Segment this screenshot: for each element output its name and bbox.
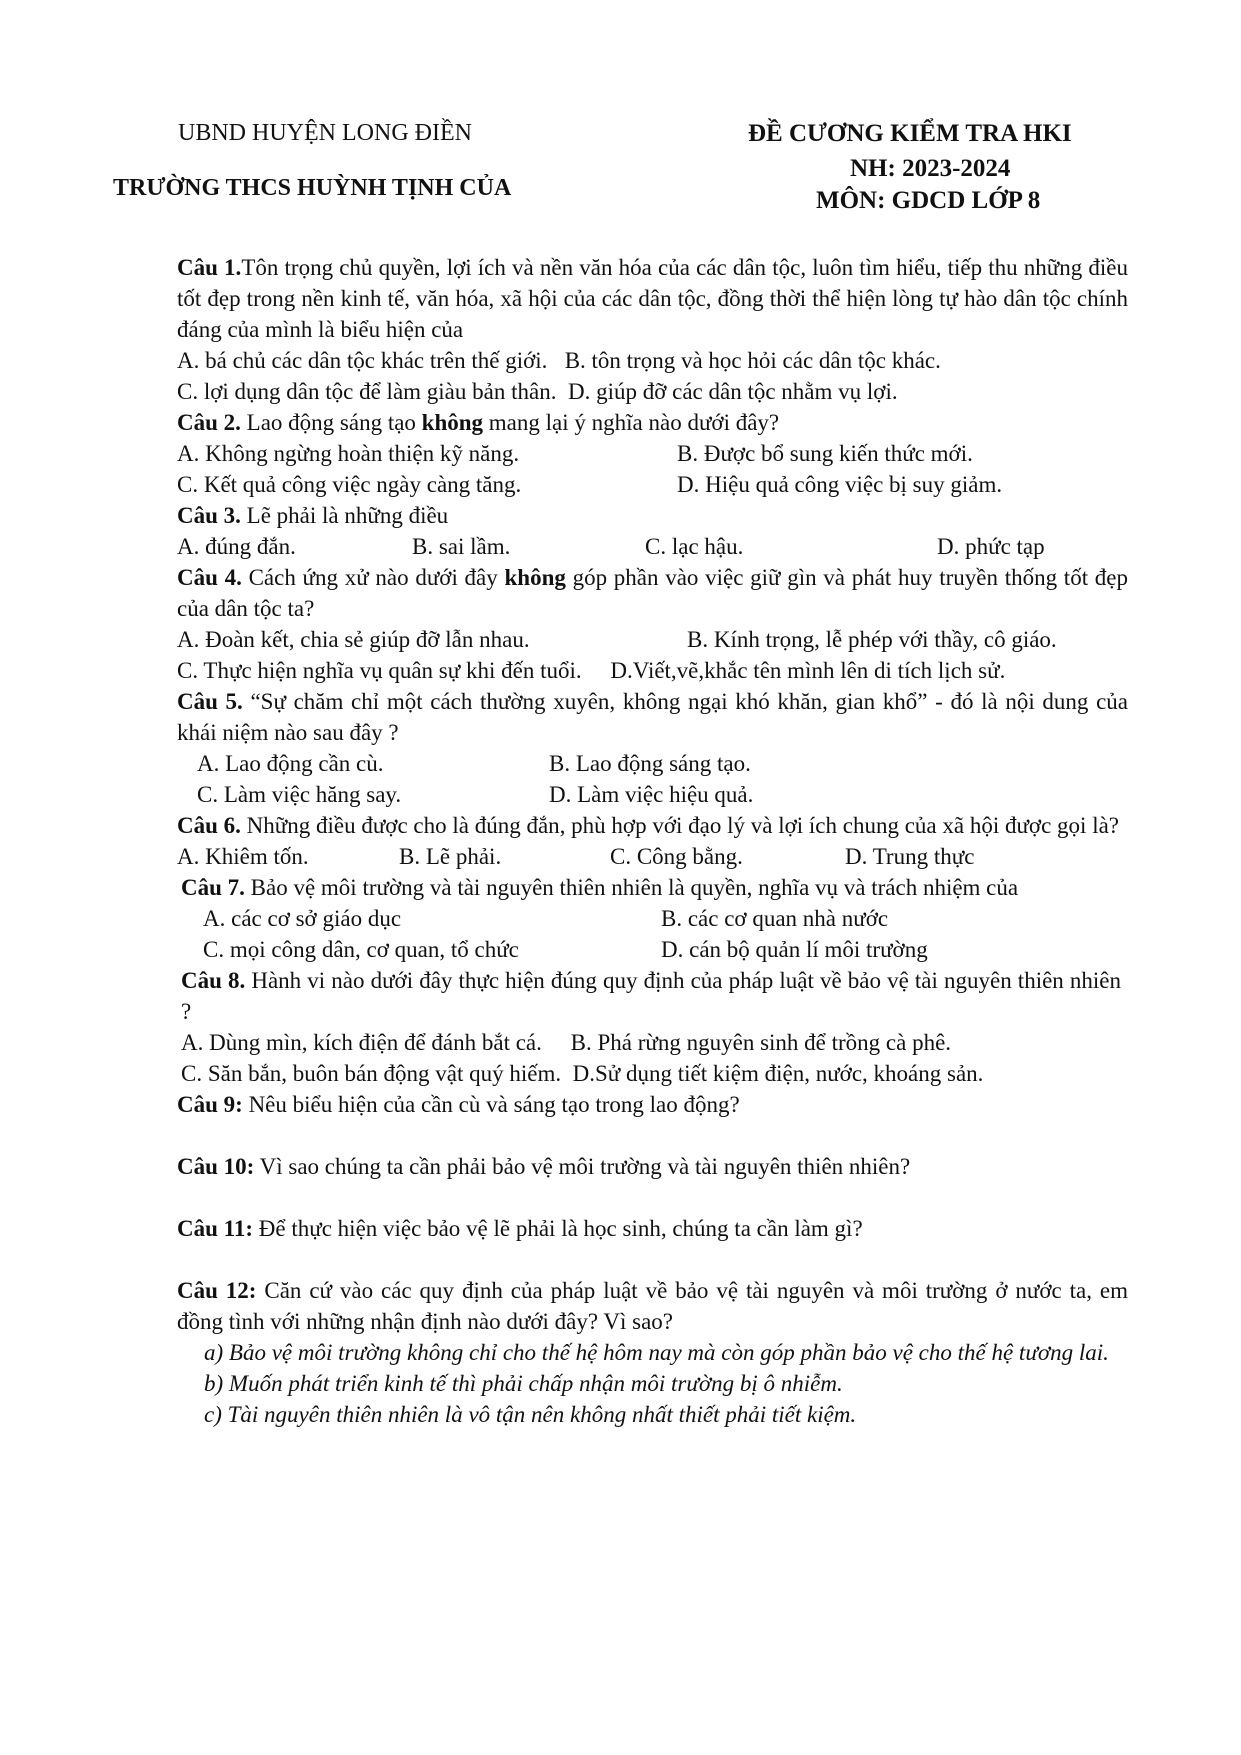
question-text: mang lại ý nghĩa nào dưới đây? (483, 410, 780, 435)
school-year: NH: 2023-2024 (850, 155, 1011, 182)
question-5 (177, 686, 1128, 748)
question-text: Căn cứ vào các quy định của pháp luật về bảo vệ tài nguyên và môi trường ở nước ta, em đồng tình với những nhận định nào dưới đây? Vì sao? (177, 1278, 1128, 1334)
question-list (177, 252, 1128, 1430)
options-row (177, 655, 1128, 686)
options-row (177, 624, 1128, 655)
option-c: C. lợi dụng dân tộc để làm giàu bản thân. (177, 379, 557, 404)
question-label: Câu 8. (181, 968, 246, 993)
statement-c: c) Tài nguyên thiên nhiên là vô tận nên không nhất thiết phải tiết kiệm. (204, 1402, 857, 1427)
question-text: Nêu biểu hiện của cần cù và sáng tạo trong lao động? (242, 1092, 740, 1117)
question-8 (177, 965, 1121, 1027)
question-12 (177, 1275, 1128, 1337)
question-text: Lao động sáng tạo (240, 410, 422, 435)
options-row (177, 345, 1128, 376)
options-row (177, 1027, 1128, 1058)
options-row (177, 748, 1128, 779)
question-text: Tôn trọng chủ quyền, lợi ích và nền văn hóa của các dân tộc, luôn tìm hiểu, tiếp thu những điều tốt đẹp trong nền kinh tế, văn hóa, xã hội của các dân tộc, đồng thời thể hiện lòng tự hào dân tộc chính đáng của mình là biểu hiện của (177, 255, 1129, 342)
option-b: B. Phá rừng nguyên sinh để trồng cà phê. (570, 1030, 952, 1055)
option-a: A. Đoàn kết, chia sẻ giúp đỡ lẫn nhau. (177, 627, 530, 652)
question-text: Vì sao chúng ta cần phải bảo vệ môi trường và tài nguyên thiên nhiên? (254, 1154, 911, 1179)
answer-space (177, 1244, 1128, 1275)
option-c: C. Làm việc hăng say. (197, 782, 402, 807)
question-6 (177, 810, 1128, 841)
question-label: Câu 12: (177, 1278, 257, 1303)
option-b: B. Lẽ phải. (399, 844, 502, 869)
option-c: C. mọi công dân, cơ quan, tổ chức (203, 937, 519, 962)
option-a: A. Không ngừng hoàn thiện kỹ năng. (177, 441, 520, 466)
options-row (177, 1058, 1121, 1089)
options-row (177, 438, 1128, 469)
option-d: D. phức tạp (937, 534, 1045, 559)
document-title: ĐỀ CƯƠNG KIỂM TRA HKI (748, 120, 1072, 147)
question-label: Câu 11: (177, 1216, 254, 1241)
option-b: B. sai lầm. (412, 534, 511, 559)
option-a: A. Dùng mìn, kích điện để đánh bắt cá. (181, 1030, 542, 1055)
answer-space (177, 1182, 1128, 1213)
options-row (177, 903, 1128, 934)
question-11 (177, 1213, 1128, 1244)
option-b: B. tôn trọng và học hỏi các dân tộc khác. (564, 348, 941, 373)
statement-b: b) Muốn phát triển kinh tế thì phải chấp nhận môi trường bị ô nhiễm. (204, 1371, 843, 1396)
option-a: A. đúng đắn. (177, 534, 296, 559)
option-b: B. Được bổ sung kiến thức mới. (677, 441, 973, 466)
option-d: D.Sử dụng tiết kiệm điện, nước, khoáng sản. (572, 1061, 984, 1086)
question-text: Những điều được cho là đúng đắn, phù hợp với đạo lý và lợi ích chung của xã hội được gọi là? (240, 813, 1120, 838)
question-7 (177, 872, 1121, 903)
options-row (177, 841, 1128, 872)
option-a: A. bá chủ các dân tộc khác trên thế giới. (177, 348, 548, 373)
district-name: UBND HUYỆN LONG ĐIỀN (178, 120, 472, 146)
question-3 (177, 500, 1128, 531)
option-c: C. Kết quả công việc ngày càng tăng. (177, 472, 522, 497)
subject-line: MÔN: GDCD LỚP 8 (816, 187, 1041, 214)
option-b: B. Kính trọng, lễ phép với thầy, cô giáo. (687, 627, 1057, 652)
question-label: Câu 5. (177, 689, 243, 714)
question-2 (177, 407, 1128, 438)
question-emphasis: không (504, 565, 566, 590)
question-emphasis: không (421, 410, 484, 435)
question-4 (177, 562, 1128, 624)
question-text: Lẽ phải là những điều (240, 503, 449, 528)
question-text: góp phần vào việc giữ gìn và phát huy truyền thống tốt đẹp của dân tộc ta? (177, 565, 1129, 621)
question-label: Câu 7. (181, 875, 245, 900)
question-text: Cách ứng xử nào dưới đây (241, 565, 505, 590)
option-c: C. lạc hậu. (645, 534, 744, 559)
options-row (177, 469, 1128, 500)
option-c: C. Công bằng. (610, 844, 743, 869)
question-10 (177, 1151, 1128, 1182)
question-label: Câu 9: (177, 1092, 243, 1117)
options-row (177, 934, 1128, 965)
option-a: A. Khiêm tốn. (177, 844, 309, 869)
school-name: TRƯỜNG THCS HUỲNH TỊNH CỦA (113, 175, 512, 201)
statement-a: a) Bảo vệ môi trường không chỉ cho thế hệ hôm nay mà còn góp phần bảo vệ cho thế hệ tương lai. (204, 1340, 1109, 1365)
question-label: Câu 10: (177, 1154, 255, 1179)
option-d: D. Trung thực (845, 844, 975, 869)
option-d: D. giúp đỡ các dân tộc nhằm vụ lợi. (567, 379, 898, 404)
options-row (177, 376, 1128, 407)
question-label: Câu 3. (177, 503, 241, 528)
option-b: B. các cơ quan nhà nước (661, 906, 889, 931)
option-c: C. Thực hiện nghĩa vụ quân sự khi đến tuổi. (177, 658, 582, 683)
question-text: “Sự chăm chỉ một cách thường xuyên, không ngại khó khăn, gian khổ” - đó là nội dung của khái niệm nào sau đây ? (177, 689, 1128, 745)
option-d: D. Hiệu quả công việc bị suy giảm. (677, 472, 1003, 497)
answer-space (177, 1120, 1128, 1151)
question-1 (177, 252, 1128, 345)
option-a: A. các cơ sở giáo dục (203, 906, 402, 931)
question-text: Để thực hiện việc bảo vệ lẽ phải là học sinh, chúng ta cần làm gì? (253, 1216, 863, 1241)
options-row (177, 779, 1128, 810)
question-label: Câu 1. (177, 255, 242, 280)
question-label: Câu 4. (177, 565, 242, 590)
question-9 (177, 1089, 1128, 1120)
option-d: D. Làm việc hiệu quả. (549, 782, 754, 807)
option-a: A. Lao động cần cù. (197, 751, 384, 776)
option-d: D. cán bộ quản lí môi trường (661, 937, 928, 962)
question-label: Câu 6. (177, 813, 241, 838)
option-d: D.Viết,vẽ,khắc tên mình lên di tích lịch sử. (610, 658, 1006, 683)
option-b: B. Lao động sáng tạo. (549, 751, 751, 776)
question-text: Hành vi nào dưới đây thực hiện đúng quy định của pháp luật về bảo vệ tài nguyên thiên nhiên ? (181, 968, 1121, 1024)
option-c: C. Săn bắn, buôn bán động vật quý hiếm. (181, 1061, 562, 1086)
question-label: Câu 2. (177, 410, 241, 435)
options-row (177, 531, 1128, 562)
question-text: Bảo vệ môi trường và tài nguyên thiên nhiên là quyền, nghĩa vụ và trách nhiệm của (244, 875, 1019, 900)
